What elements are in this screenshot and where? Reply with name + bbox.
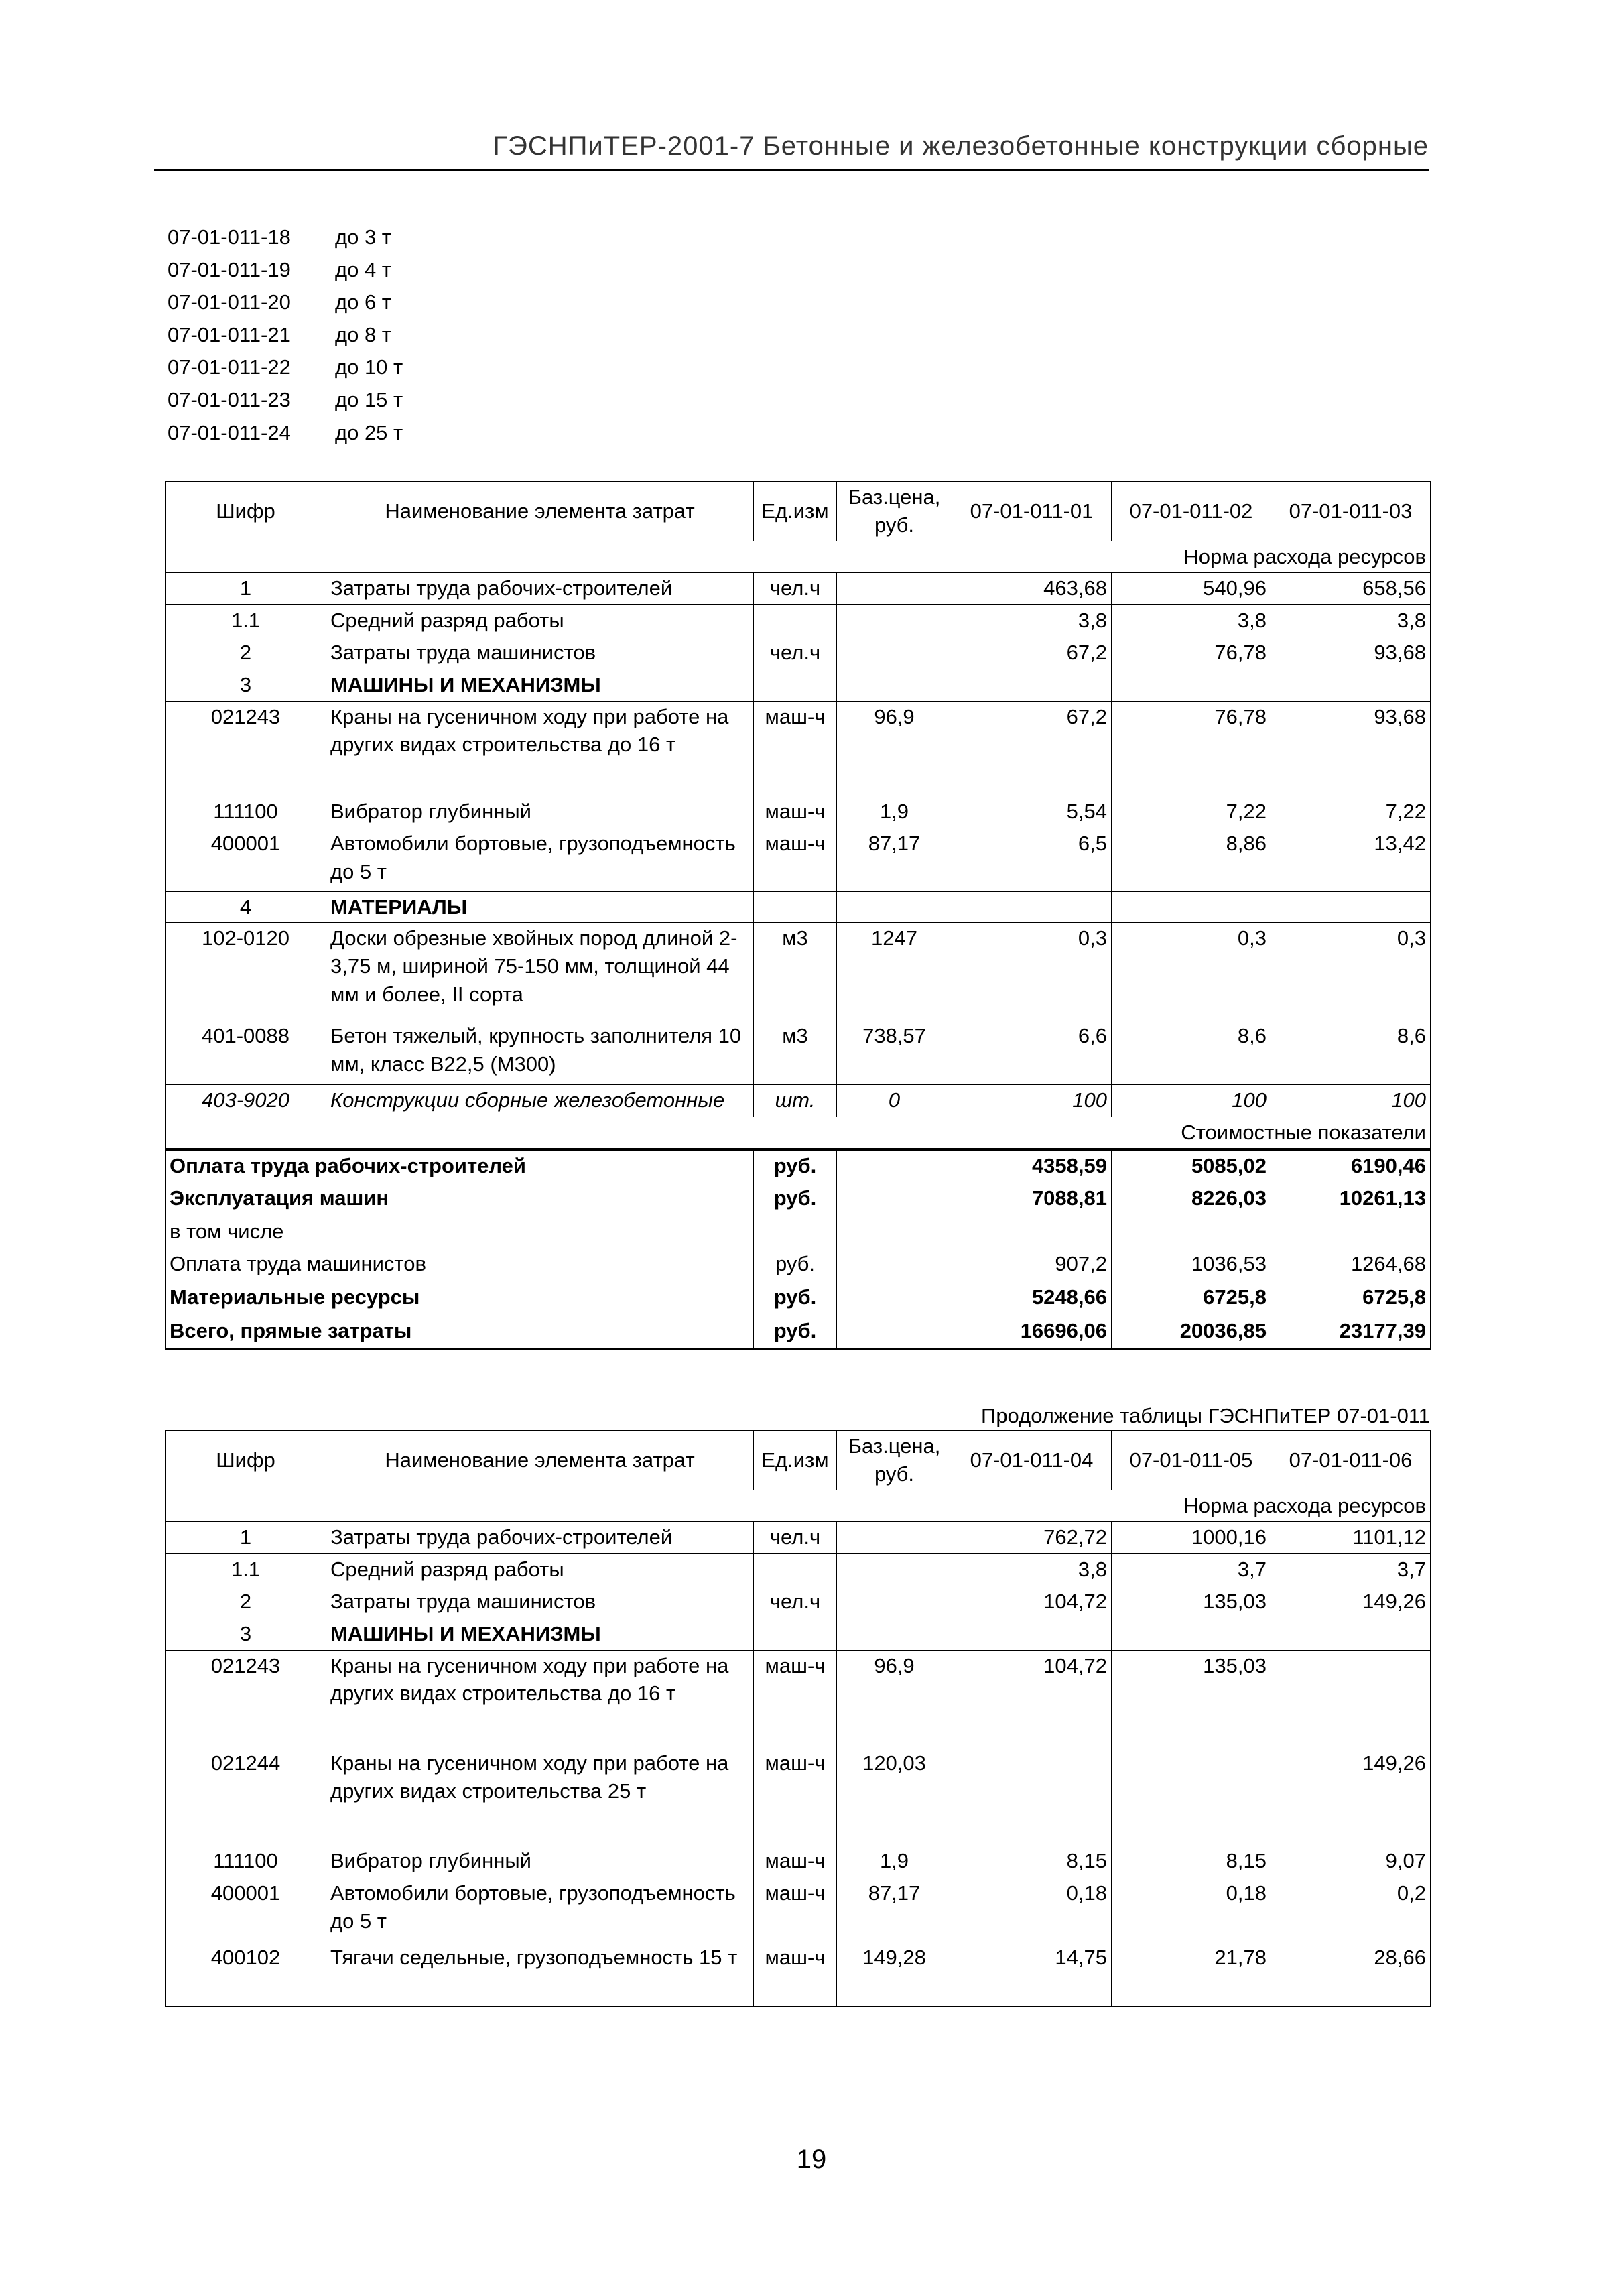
cost-value-2: 5085,02	[1112, 1149, 1271, 1183]
cost-value-3: 6190,46	[1271, 1149, 1431, 1183]
value-2: 135,03	[1112, 1650, 1271, 1748]
cipher: 2	[166, 637, 326, 669]
cost-row	[166, 1282, 1431, 1316]
value-3: 28,66	[1271, 1942, 1431, 2006]
unit: маш-ч	[754, 1846, 837, 1878]
col-header-name: Наименование элемента затрат	[326, 482, 754, 541]
value-1	[952, 1748, 1112, 1846]
price: 87,17	[837, 828, 952, 891]
value-1: 3,8	[952, 1553, 1112, 1586]
section-title: МАШИНЫ И МЕХАНИЗМЫ	[326, 669, 754, 701]
price	[837, 637, 952, 669]
item-name: Средний разряд работы	[326, 1553, 754, 1586]
value-1: 3,8	[952, 604, 1112, 637]
cost-name: Эксплуатация машин	[166, 1183, 754, 1216]
table-row	[166, 1521, 1431, 1553]
cost-unit: руб.	[754, 1316, 837, 1349]
cipher: 401-0088	[166, 1021, 326, 1085]
cost-label-row	[166, 1117, 1431, 1149]
table-row	[166, 1846, 1431, 1878]
code: 07-01-011-19	[168, 257, 291, 281]
value-3: 149,26	[1271, 1748, 1431, 1846]
price: 87,17	[837, 1878, 952, 1942]
value-3: 658,56	[1271, 572, 1431, 604]
price	[837, 604, 952, 637]
value-3: 149,26	[1271, 1586, 1431, 1618]
value-2	[1112, 1748, 1271, 1846]
resource-table-2	[165, 1430, 1431, 2007]
table-header-row	[166, 1431, 1431, 1490]
item-name: Доски обрезные хвойных пород длиной 2-3,75 м, шириной 75-150 мм, толщиной 44 мм и более, II сорта	[326, 923, 754, 1021]
price: 149,28	[837, 1942, 952, 2006]
cost-value-2	[1112, 1216, 1271, 1249]
value-1: 762,72	[952, 1521, 1112, 1553]
price: 738,57	[837, 1021, 952, 1085]
table-row	[166, 572, 1431, 604]
cipher: 1.1	[166, 604, 326, 637]
code-list-item	[168, 225, 403, 258]
cipher: 1	[166, 1521, 326, 1553]
running-header-title: ГЭСНПиТЕР-2001-7 Бетонные и железобетонные конструкции сборные	[493, 131, 1429, 161]
col-header-price: Баз.цена, руб.	[837, 1431, 952, 1490]
code-list-item	[168, 388, 403, 421]
section-title: МАТЕРИАЛЫ	[326, 891, 754, 923]
item-name: Автомобили бортовые, грузоподъемность до 5 т	[326, 828, 754, 891]
code: 07-01-011-21	[168, 322, 291, 346]
value-2: 135,03	[1112, 1586, 1271, 1618]
norm-label: Норма расхода ресурсов	[166, 1490, 1431, 1521]
price	[837, 1553, 952, 1586]
value-1: 5,54	[952, 796, 1112, 828]
cipher: 102-0120	[166, 923, 326, 1021]
value-1: 0,3	[952, 923, 1112, 1021]
cost-value-1: 907,2	[952, 1249, 1112, 1282]
value-3: 0,2	[1271, 1878, 1431, 1942]
value-2: 0,18	[1112, 1878, 1271, 1942]
cost-row	[166, 1183, 1431, 1216]
code-list-item	[168, 290, 403, 323]
cost-value-1: 4358,59	[952, 1149, 1112, 1183]
col-header-price: Баз.цена, руб.	[837, 482, 952, 541]
cost-value-1	[952, 1216, 1112, 1249]
price: 120,03	[837, 1748, 952, 1846]
table-row	[166, 701, 1431, 796]
cipher: 400001	[166, 828, 326, 891]
col-header-cipher: Шифр	[166, 1431, 326, 1490]
item-name: Бетон тяжелый, крупность заполнителя 10 мм, класс В22,5 (М300)	[326, 1021, 754, 1085]
item-name: Краны на гусеничном ходу при работе на других видах строительства до 16 т	[326, 701, 754, 796]
item-name: Автомобили бортовые, грузоподъемность до 5 т	[326, 1878, 754, 1942]
unit: маш-ч	[754, 1942, 837, 2006]
item-name: Вибратор глубинный	[326, 796, 754, 828]
cipher: 400102	[166, 1942, 326, 2006]
value-2: 3,8	[1112, 604, 1271, 637]
cost-value-3: 6725,8	[1271, 1282, 1431, 1316]
code-list-item	[168, 421, 403, 454]
value-2: 76,78	[1112, 701, 1271, 796]
table-row	[166, 604, 1431, 637]
value-2: 3,7	[1112, 1553, 1271, 1586]
code: 07-01-011-18	[168, 225, 291, 249]
norm-label-row	[166, 541, 1431, 572]
item-name: Затраты труда рабочих-строителей	[326, 1521, 754, 1553]
section-title: МАШИНЫ И МЕХАНИЗМЫ	[326, 1618, 754, 1650]
cost-name: Всего, прямые затраты	[166, 1316, 754, 1349]
col-header-name: Наименование элемента затрат	[326, 1431, 754, 1490]
price: 96,9	[837, 1650, 952, 1748]
item-name: Конструкции сборные железобетонные	[326, 1085, 754, 1117]
value-3: 7,22	[1271, 796, 1431, 828]
table-row	[166, 637, 1431, 669]
col-header-code-5: 07-01-011-05	[1112, 1431, 1271, 1490]
unit: чел.ч	[754, 637, 837, 669]
value-3: 0,3	[1271, 923, 1431, 1021]
code-desc: до 4 т	[335, 257, 391, 281]
unit: маш-ч	[754, 828, 837, 891]
cipher: 1	[166, 572, 326, 604]
unit	[754, 1553, 837, 1586]
cipher: 111100	[166, 796, 326, 828]
col-header-code-1: 07-01-011-01	[952, 482, 1112, 541]
cost-value-3	[1271, 1216, 1431, 1249]
cost-label: Стоимостные показатели	[166, 1117, 1431, 1149]
code: 07-01-011-23	[168, 387, 291, 411]
cipher: 021244	[166, 1748, 326, 1846]
price	[837, 572, 952, 604]
value-1: 6,5	[952, 828, 1112, 891]
cost-row	[166, 1249, 1431, 1282]
section-row	[166, 669, 1431, 701]
cipher: 403-9020	[166, 1085, 326, 1117]
cost-unit	[754, 1216, 837, 1249]
continuation-title: Продолжение таблицы ГЭСНПиТЕР 07-01-011	[981, 1404, 1430, 1427]
table-row	[166, 796, 1431, 828]
value-1: 67,2	[952, 637, 1112, 669]
cost-name: Оплата труда рабочих-строителей	[166, 1149, 754, 1183]
col-header-code-3: 07-01-011-03	[1271, 482, 1431, 541]
code: 07-01-011-22	[168, 355, 291, 379]
cost-value-2: 1036,53	[1112, 1249, 1271, 1282]
table-row	[166, 1553, 1431, 1586]
cipher: 3	[166, 1618, 326, 1650]
cost-value-2: 6725,8	[1112, 1282, 1271, 1316]
table-row	[166, 1085, 1431, 1117]
section-row	[166, 1618, 1431, 1650]
value-2: 8,86	[1112, 828, 1271, 891]
item-name: Средний разряд работы	[326, 604, 754, 637]
unit: маш-ч	[754, 1650, 837, 1748]
value-2: 76,78	[1112, 637, 1271, 669]
value-2: 21,78	[1112, 1942, 1271, 2006]
value-3: 8,6	[1271, 1021, 1431, 1085]
cost-name: в том числе	[166, 1216, 754, 1249]
value-3: 100	[1271, 1085, 1431, 1117]
cipher: 021243	[166, 1650, 326, 1748]
table-row	[166, 1586, 1431, 1618]
cost-value-1: 5248,66	[952, 1282, 1112, 1316]
code-list	[168, 225, 403, 453]
price	[837, 1521, 952, 1553]
cost-value-1: 16696,06	[952, 1316, 1112, 1349]
cipher: 021243	[166, 701, 326, 796]
cost-name: Материальные ресурсы	[166, 1282, 754, 1316]
code-list-item	[168, 355, 403, 388]
item-name: Затраты труда рабочих-строителей	[326, 572, 754, 604]
value-2: 1000,16	[1112, 1521, 1271, 1553]
col-header-code-4: 07-01-011-04	[952, 1431, 1112, 1490]
value-3: 3,7	[1271, 1553, 1431, 1586]
price	[837, 1586, 952, 1618]
price: 1,9	[837, 1846, 952, 1878]
unit: чел.ч	[754, 1586, 837, 1618]
value-3: 3,8	[1271, 604, 1431, 637]
resource-table-1	[165, 481, 1431, 1350]
item-name: Тягачи седельные, грузоподъемность 15 т	[326, 1942, 754, 2006]
value-2: 100	[1112, 1085, 1271, 1117]
code: 07-01-011-20	[168, 290, 291, 314]
cost-value-2: 20036,85	[1112, 1316, 1271, 1349]
value-1: 100	[952, 1085, 1112, 1117]
code-desc: до 25 т	[335, 420, 403, 444]
table-row	[166, 1021, 1431, 1085]
table-row	[166, 923, 1431, 1021]
code-list-item	[168, 323, 403, 356]
code-desc: до 3 т	[335, 225, 391, 249]
price: 0	[837, 1085, 952, 1117]
cost-unit: руб.	[754, 1149, 837, 1183]
unit	[754, 604, 837, 637]
cipher: 2	[166, 1586, 326, 1618]
item-name: Затраты труда машинистов	[326, 1586, 754, 1618]
table-header-row	[166, 482, 1431, 541]
col-header-unit: Ед.изм	[754, 482, 837, 541]
cost-unit: руб.	[754, 1183, 837, 1216]
cost-value-1: 7088,81	[952, 1183, 1112, 1216]
cipher: 4	[166, 891, 326, 923]
value-3: 93,68	[1271, 637, 1431, 669]
col-header-code-2: 07-01-011-02	[1112, 482, 1271, 541]
cost-value-3: 23177,39	[1271, 1316, 1431, 1349]
norm-label-row	[166, 1490, 1431, 1521]
norm-label: Норма расхода ресурсов	[166, 541, 1431, 572]
unit: м3	[754, 923, 837, 1021]
cipher: 3	[166, 669, 326, 701]
value-3: 9,07	[1271, 1846, 1431, 1878]
value-2: 8,15	[1112, 1846, 1271, 1878]
cipher: 111100	[166, 1846, 326, 1878]
table-row	[166, 1878, 1431, 1942]
item-name: Затраты труда машинистов	[326, 637, 754, 669]
unit: маш-ч	[754, 1878, 837, 1942]
value-3	[1271, 1650, 1431, 1748]
code-list-item	[168, 258, 403, 291]
code: 07-01-011-24	[168, 420, 291, 444]
table-row	[166, 1650, 1431, 1748]
table-row	[166, 1748, 1431, 1846]
code-desc: до 15 т	[335, 387, 403, 411]
cost-row	[166, 1149, 1431, 1183]
value-2: 8,6	[1112, 1021, 1271, 1085]
value-1: 8,15	[952, 1846, 1112, 1878]
value-1: 104,72	[952, 1586, 1112, 1618]
value-1: 0,18	[952, 1878, 1112, 1942]
value-2: 7,22	[1112, 796, 1271, 828]
cost-value-3: 10261,13	[1271, 1183, 1431, 1216]
table-row	[166, 828, 1431, 891]
value-3: 1101,12	[1271, 1521, 1431, 1553]
cost-unit: руб.	[754, 1282, 837, 1316]
value-1: 14,75	[952, 1942, 1112, 2006]
cost-name: Оплата труда машинистов	[166, 1249, 754, 1282]
code-desc: до 6 т	[335, 290, 391, 314]
cost-unit: руб.	[754, 1249, 837, 1282]
price: 96,9	[837, 701, 952, 796]
value-3: 93,68	[1271, 701, 1431, 796]
cipher: 400001	[166, 1878, 326, 1942]
value-1: 104,72	[952, 1650, 1112, 1748]
cost-value-3: 1264,68	[1271, 1249, 1431, 1282]
code-desc: до 8 т	[335, 322, 391, 346]
unit: чел.ч	[754, 572, 837, 604]
price: 1247	[837, 923, 952, 1021]
section-row	[166, 891, 1431, 923]
value-2: 540,96	[1112, 572, 1271, 604]
table-row	[166, 1942, 1431, 2006]
code-desc: до 10 т	[335, 355, 403, 379]
value-3: 13,42	[1271, 828, 1431, 891]
value-2: 0,3	[1112, 923, 1271, 1021]
unit: маш-ч	[754, 701, 837, 796]
unit: шт.	[754, 1085, 837, 1117]
cipher: 1.1	[166, 1553, 326, 1586]
price: 1,9	[837, 796, 952, 828]
cost-row	[166, 1316, 1431, 1349]
unit: чел.ч	[754, 1521, 837, 1553]
value-1: 463,68	[952, 572, 1112, 604]
cost-value-2: 8226,03	[1112, 1183, 1271, 1216]
header-rule	[154, 169, 1429, 171]
unit: маш-ч	[754, 1748, 837, 1846]
col-header-code-6: 07-01-011-06	[1271, 1431, 1431, 1490]
item-name: Краны на гусеничном ходу при работе на других видах строительства до 16 т	[326, 1650, 754, 1748]
unit: маш-ч	[754, 796, 837, 828]
cost-row	[166, 1216, 1431, 1249]
running-header	[154, 131, 1429, 172]
value-1: 6,6	[952, 1021, 1112, 1085]
item-name: Краны на гусеничном ходу при работе на других видах строительства 25 т	[326, 1748, 754, 1846]
col-header-unit: Ед.изм	[754, 1431, 837, 1490]
col-header-cipher: Шифр	[166, 482, 326, 541]
item-name: Вибратор глубинный	[326, 1846, 754, 1878]
value-1: 67,2	[952, 701, 1112, 796]
page-number: 19	[796, 2145, 827, 2174]
unit: м3	[754, 1021, 837, 1085]
